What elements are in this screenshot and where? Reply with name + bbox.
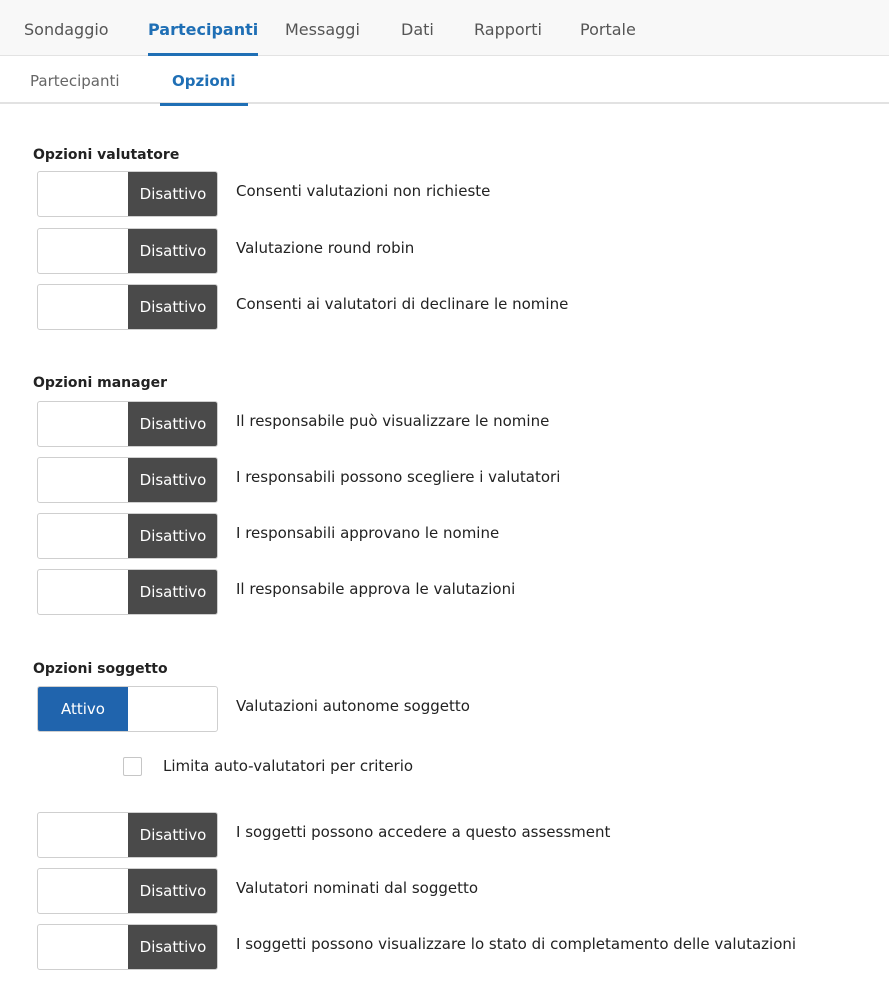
toggle-self-evaluations[interactable] [37, 686, 218, 732]
tab-partecipanti[interactable]: Partecipanti [148, 0, 258, 56]
toggle-state: Disattivo [128, 458, 218, 502]
option-label: I responsabili approvano le nomine [236, 524, 500, 542]
toggle-state: Attivo [38, 687, 128, 731]
sub-nav [0, 57, 889, 104]
tab-sondaggio[interactable]: Sondaggio [24, 20, 109, 39]
tab-portale[interactable]: Portale [580, 20, 636, 39]
section-title-valutatore: Opzioni valutatore [33, 147, 180, 163]
toggle-state: Disattivo [128, 402, 218, 446]
toggle-state: Disattivo [128, 285, 218, 329]
toggle-subjects-access-assessment[interactable] [37, 812, 218, 858]
option-label: Consenti valutazioni non richieste [236, 182, 491, 200]
option-label: I soggetti possono accedere a questo assessment [236, 823, 611, 841]
section-title-manager: Opzioni manager [33, 375, 167, 391]
toggle-state: Disattivo [128, 813, 218, 857]
subtab-partecipanti[interactable]: Partecipanti [30, 72, 120, 90]
option-label: Valutatori nominati dal soggetto [236, 879, 479, 897]
toggle-state: Disattivo [128, 869, 218, 913]
toggle-manager-view-nominations[interactable] [37, 401, 218, 447]
toggle-decline-nominations[interactable] [37, 284, 218, 330]
tab-messaggi[interactable]: Messaggi [285, 20, 360, 39]
subtab-opzioni[interactable]: Opzioni [172, 57, 236, 104]
toggle-state: Disattivo [128, 172, 218, 216]
option-label: Consenti ai valutatori di declinare le nomine [236, 295, 569, 313]
option-label: I responsabili possono scegliere i valutatori [236, 468, 561, 486]
option-label: I soggetti possono visualizzare lo stato di completamento delle valutazioni [236, 935, 797, 953]
toggle-unrequested-evaluations[interactable] [37, 171, 218, 217]
toggle-manager-choose-evaluators[interactable] [37, 457, 218, 503]
toggle-state: Disattivo [128, 925, 218, 969]
tab-dati[interactable]: Dati [401, 20, 434, 39]
toggle-subjects-view-completion[interactable] [37, 924, 218, 970]
tab-rapporti[interactable]: Rapporti [474, 20, 542, 39]
option-label: Valutazioni autonome soggetto [236, 697, 470, 715]
toggle-manager-approve-evaluations[interactable] [37, 569, 218, 615]
toggle-manager-approve-nominations[interactable] [37, 513, 218, 559]
toggle-round-robin[interactable] [37, 228, 218, 274]
top-nav [0, 0, 889, 56]
option-label: Il responsabile può visualizzare le nomine [236, 412, 550, 430]
option-label: Valutazione round robin [236, 239, 415, 257]
section-title-soggetto: Opzioni soggetto [33, 661, 168, 677]
toggle-state: Disattivo [128, 570, 218, 614]
toggle-subject-nominated-evaluators[interactable] [37, 868, 218, 914]
option-label: Il responsabile approva le valutazioni [236, 580, 516, 598]
checkbox-label: Limita auto-valutatori per criterio [163, 757, 414, 775]
limit-self-evaluators-checkbox[interactable] [123, 757, 142, 776]
toggle-state: Disattivo [128, 514, 218, 558]
toggle-state: Disattivo [128, 229, 218, 273]
